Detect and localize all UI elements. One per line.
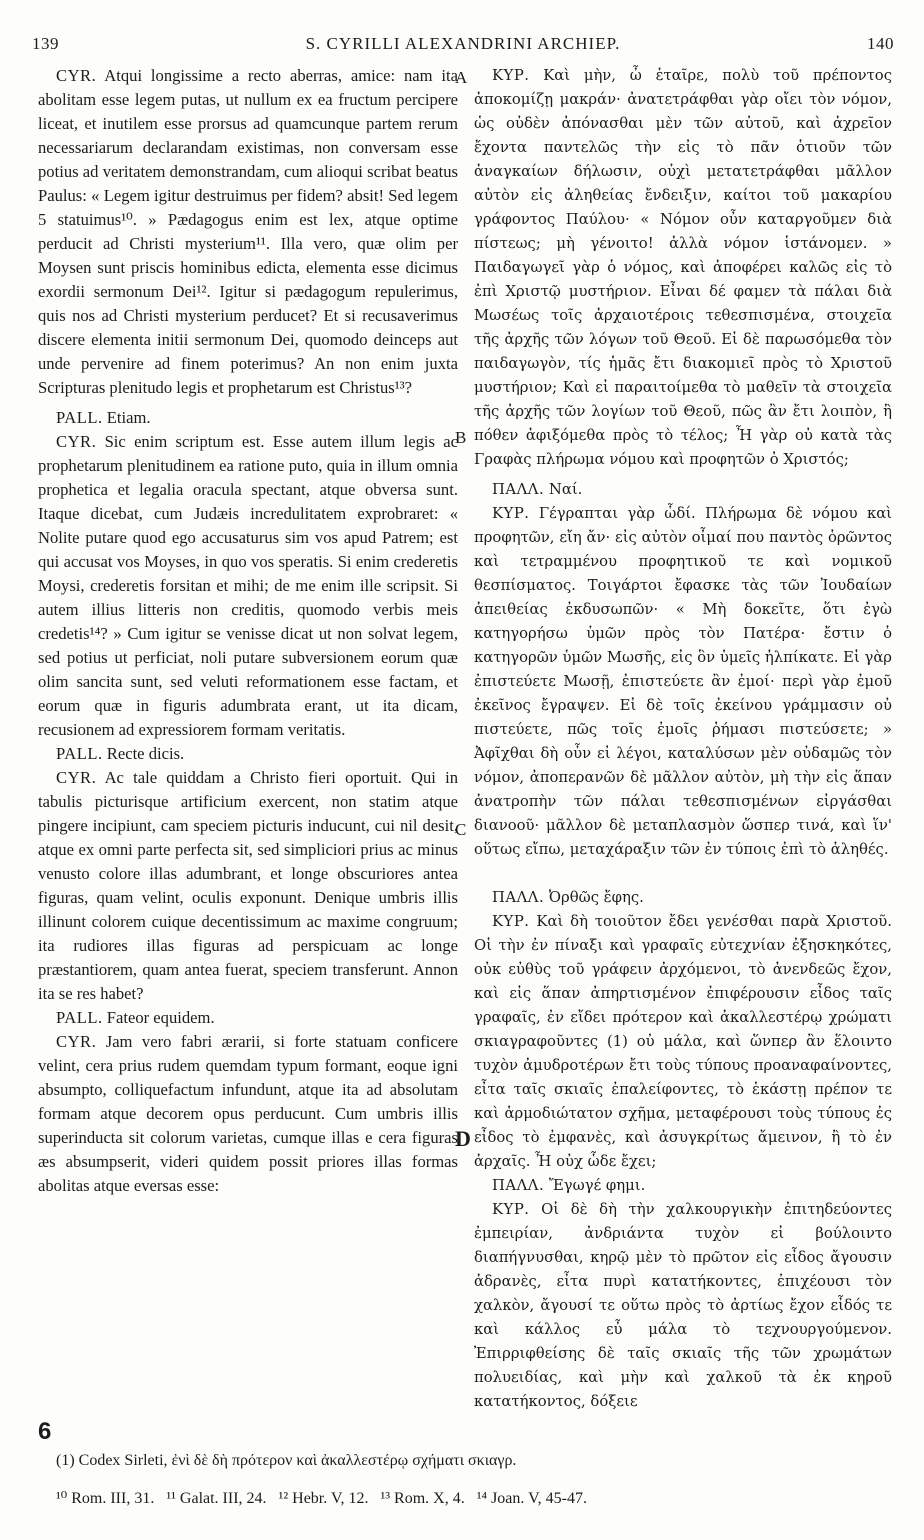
greek-paragraph [474,502,892,862]
running-title: S. CYRILLI ALEXANDRINI ARCHIEP. [305,34,621,53]
margin-letter-b: B [455,428,467,447]
paragraph-text: Καὶ δὴ τοιοῦτον ἔδει γενέσθαι παρὰ Χριστοῦ. Οἱ τὴν ἐν πίναξι καὶ γραφαῖς εὐτεχνίαν ἐξησκηκότες, οὐκ εὐθὺς τοῦ γράφειν ἀρχόμενοι, τὸ ἀνενδεῶς ἔχον, καὶ εἰς ἅπαν ἀπηρτισμένον ἐπιφέρουσιν εἶδος ταῖς γραφαῖς, ἐν εἴδει πρότερον καὶ ἀκαλλεστέρῳ χρώματι σκιαγραφοῦντες (1) οὐ μάλα, καὶ ὥνπερ ἂν ἕλοιντο τυχὸν ἀμυδροτέρων ἔτι τοὺς τύπους προαναφαίνοντες, εἶτα ταῖς σκιαῖς ἐπαλείφοντες, τὸ ἑκάστῃ πρέπον τε καὶ ἁρμοδιώτατον σχῆμα, μεταφέρουσι τοὺς τύπους ἐς εἶδος τὸ ἐμφανὲς, καὶ ἀσυγκρίτως ἄμεινον, ἢ τὸ ἐν ἀρχαῖς. Ἦ οὐχ ὧδε ἔχει; [474,913,892,1170]
greek-column [474,64,892,1414]
paragraph-text: Ναί. [548,481,583,498]
greek-paragraph [474,910,892,1174]
speaker-label: CYR. [56,432,97,451]
latin-column [38,64,458,1198]
margin-letter-c: C [455,820,467,839]
running-header [32,34,894,60]
speaker-label: PALL. [56,744,103,763]
paragraph-text: Sic enim scriptum est. Esse autem illum legis ac prophetarum plenitudinem ea ratione puto, quia in illum omnia prophetica et legalia oracula spectant, atque obversa sunt. Itaque dicebat, cum Judæis incredulitatem exprobraret: « Nolite putare quod ego accusaturus sim vos apud Patrem; est qui accusat vos Moyses, in quo vos speratis. Si enim crederetis Moysi, crederetis forsitan et mihi; de me enim ille scripsit. Si autem illius litteris non creditis, quomodo verbis meis credetis¹⁴? » Cum igitur se venisse dicat ut non solvat legem, sed potius ut perficiat, noli putare subversionem eorum quæ olim sancita sunt, sed veluti reformationem esse factam, et eorum quæ in figuris adumbrata erant, ut ita dicam, recusionem ad expressiorem formam veritatis. [38,432,458,739]
margin-number-6: 6 [38,1418,52,1445]
paragraph-text: Jam vero fabri ærarii, si forte statuam conficere velint, cera prius rudem quemdam typum formant, eoque igni absumpto, colliquefactum infundunt, atque ita ad absolutam formam atque decorem opus perducunt. Cum umbris illis superinducta sit colorum varietas, cumque illas e cera figuras æs absumpserit, videri quidem possit priores illas formas abolitas atque eversas esse: [38,1032,458,1195]
paragraph-text: Fateor equidem. [106,1008,215,1027]
paragraph-text: Etiam. [106,408,151,427]
page-number-left: 139 [32,34,59,53]
latin-paragraph [38,1030,458,1198]
paragraph-text: Ἔγωγέ φημι. [548,1177,646,1194]
margin-letter-a: A [455,68,468,87]
speaker-label: CYR. [56,66,97,85]
speaker-label: ΚΥΡ. [492,67,530,84]
paragraph-text: Atqui longissime a recto aberras, amice: nam ita abolitam esse legem putas, ut nullum ex ea fructum percipere liceat, et inutilem esse prorsus ad quamcunque partem rerum necessariarum declarandam existimas, non conversam esse potius ad veritatem demonstrandam, cum alioqui scribat beatus Paulus: « Legem igitur destruimus per fidem? absit! Sed legem 5 statuimus¹⁰. » Pædagogus enim est lex, atque optime perducit ad Christi mysterium¹¹. Illa vero, quæ olim per Moysen sunt priscis hominibus edicta, elementa esse dicimus exordii sermonum Dei¹². Igitur si pædagogum repulerimus, quis nos ad Christi mysterium perducet? Et si recusaverimus discere elementa initii sermonum Dei, quomodo deinceps aut unde pervenire ad finem poterimus? An non enim juxta Scripturas plenitudo legis et prophetarum est Christus¹³? [38,66,459,397]
speaker-label: PALL. [56,1008,103,1027]
greek-paragraph [474,1174,892,1198]
paragraph-text: Καὶ μὴν, ὦ ἑταῖρε, πολὺ τοῦ πρέποντος ἀποκομίζῃ μακράν· ἀνατετράφθαι γὰρ οἴει τὸν νόμον, ὡς οὐδὲν ἀπόνασθαι μὲν τῶν αὐτοῦ, καὶ ἀχρεῖον ἔχοντα παντελῶς τὴν εἰς τὸ πᾶν ὁτιοῦν τῶν ἀναγκαίων δήλωσιν, οὐχὶ μετατετράφθαι μᾶλλον αὐτὸν εἰς ἀληθείας ἔνδειξιν, καίτοι τοῦ μακαρίου γράφοντος Παύλου· « Νόμον οὖν καταργοῦμεν διὰ πίστεως; μὴ γένοιτο! ἀλλὰ νόμον ἱστάνομεν. » Παιδαγωγεῖ γὰρ ὁ νόμος, καὶ ἀποφέρει καλῶς εἰς τὸ ἐπὶ Χριστῷ μυστήριον. Εἶναι δέ φαμεν τὰ πάλαι διὰ Μωσέως τοῖς ἀρχαιοτέροις τεθεσπισμένα, στοιχεῖα τῆς ἀρχῆς τῶν λόγων τοῦ Θεοῦ. Εἰ δὲ παρωσόμεθα τὸν παιδαγωγὸν, τίς ἡμᾶς ἔτι διακομιεῖ πρὸς τὸ Χριστοῦ μυστήριον; Καὶ εἰ παραιτοίμεθα τὸ μαθεῖν τὰ στοιχεῖα τῆς ἀρχῆς τῶν λογίων τοῦ Θεοῦ, πῶς ἂν ἔτι λοιπὸν, ἢ πόθεν ἀφιξόμεθα πρὸς τὸ τέλος; Ἦ γὰρ οὐ κατὰ τὰς Γραφὰς πλήρωμα νόμου καὶ προφητῶν ὁ Χριστός; [474,67,892,468]
speaker-label: ΚΥΡ. [492,505,530,522]
speaker-label: ΚΥΡ. [492,1201,530,1218]
page-number-right: 140 [867,34,894,53]
paragraph-text: Οἱ δὲ δὴ τὴν χαλκουργικὴν ἐπιτηδεύοντες ἐμπειρίαν, ἀνδριάντα τυχὸν εἰ βούλοιντο διαπήγνυσθαι, κηρῷ μὲν τὸ πρῶτον εἰς εἶδος ἄγουσιν ἀδρανὲς, εἶτα πυρὶ κατατήκοντες, ἐπιχέουσι τὸν χαλκὸν, ἄγουσί τε οὕτω πρὸς τὸ ἀρτίως ἔχον εἶδός τε καὶ κάλλος εὖ μάλα τὸ τεχνουργούμενον. Ἐπιρριφθείσης δὲ ταῖς σκιαῖς τῆς τῶν χρωμάτων πολυειδίας, καὶ μὴν καὶ χαλκοῦ τὰ ἐκ κηροῦ κατατήκοντος, δόξειε [474,1201,892,1410]
speaker-label: ΠΑΛΛ. [492,889,545,906]
greek-paragraph [474,886,892,910]
speaker-label: ΠΑΛΛ. [492,481,545,498]
latin-paragraph [38,406,458,430]
paragraph-text: Γέγραπται γὰρ ὧδί. Πλήρωμα δὲ νόμου καὶ προφητῶν, εἴη ἄν· εἰς αὐτὸν οἶμαί που παντὸς ὁρῶντος καὶ τετραμμένου προφητικοῦ τε καὶ νομικοῦ θεσπίσματος. Τοιγάρτοι ἔφασκε τὰς τῶν Ἰουδαίων ἀπειθείας ἐκδυσωπῶν· « Μὴ δοκεῖτε, ὅτι ἐγὼ κατηγορήσω ὑμῶν πρὸς τὸν Πατέρα· ἔστιν ὁ κατηγορῶν ὑμῶν Μωσῆς, εἰς ὃν ὑμεῖς ἠλπίκατε. Εἰ γὰρ ἐπιστεύετε Μωσῇ, ἐπιστεύετε ἂν ἐμοί· περὶ γὰρ ἐμοῦ ἐκεῖνος ἔγραψεν. Εἰ δὲ τοῖς ἐκείνου γράμμασιν οὐ πιστεύετε, πῶς τοῖς ἐμοῖς ῥήμασι πιστεύσετε; » Ἀφῖχθαι δὴ οὖν εἰ λέγοι, καταλύσων μὲν οὐδαμῶς τὸν νόμον, ἀποπερανῶν δὲ μᾶλλον αὐτὸν, μὴ τὴν εἰς ἅπαν ἀνατροπὴν τῶν πάλαι τεθεσπισμένων εἰργάσθαι διανοοῦ· μᾶλλον δὲ μεταπλασμὸν ὥσπερ τινά, καὶ ἵν' οὕτως εἴπω, μεταχάραξιν τῶν ἐν τύποις ἐπὶ τὸ ἀληθές. [474,505,893,858]
paragraph-text: Ac tale quiddam a Christo fieri oportuit. Qui in tabulis picturisque artificium exercent, non statim atque pingere incipiunt, cam speciem picturis inducunt, cui nil desit, atque ex omni parte perfecta sit, sed simpliciori prius ac minus venusto colore illas adumbrant, et longe obscuriores antea figuras, quam velint, oculis exponunt. Denique umbris illis illinunt colorem cuique decentissimum ac maxime congruum; ita rudiores illas figuras ad perspicuam ac longe præstantiorem, quam antea fuerat, speciem transferunt. Annon ita se res habet? [38,768,458,1003]
latin-paragraph [38,430,458,742]
paragraph-text: Recte dicis. [106,744,185,763]
footnote-references: ¹⁰ Rom. III, 31. ¹¹ Galat. III, 24. ¹² Hebr. V, 12. ¹³ Rom. X, 4. ¹⁴ Joan. V, 45-47. [56,1490,587,1507]
latin-paragraph [38,742,458,766]
speaker-label: ΠΑΛΛ. [492,1177,545,1194]
latin-paragraph [38,64,458,400]
margin-letter-d: D [455,1126,471,1151]
footnote-variant: (1) Codex Sirleti, ἐνὶ δὲ δὴ πρότερον καὶ ἀκαλλεστέρῳ σχήματι σκιαγρ. [56,1452,517,1469]
speaker-label: PALL. [56,408,103,427]
speaker-label: CYR. [56,768,97,787]
greek-paragraph [474,478,892,502]
greek-paragraph [474,1198,892,1414]
latin-paragraph [38,1006,458,1030]
speaker-label: CYR. [56,1032,97,1051]
greek-paragraph [474,64,892,472]
latin-paragraph [38,766,458,1006]
speaker-label: ΚΥΡ. [492,913,530,930]
paragraph-text: Ὀρθῶς ἔφης. [548,889,644,906]
